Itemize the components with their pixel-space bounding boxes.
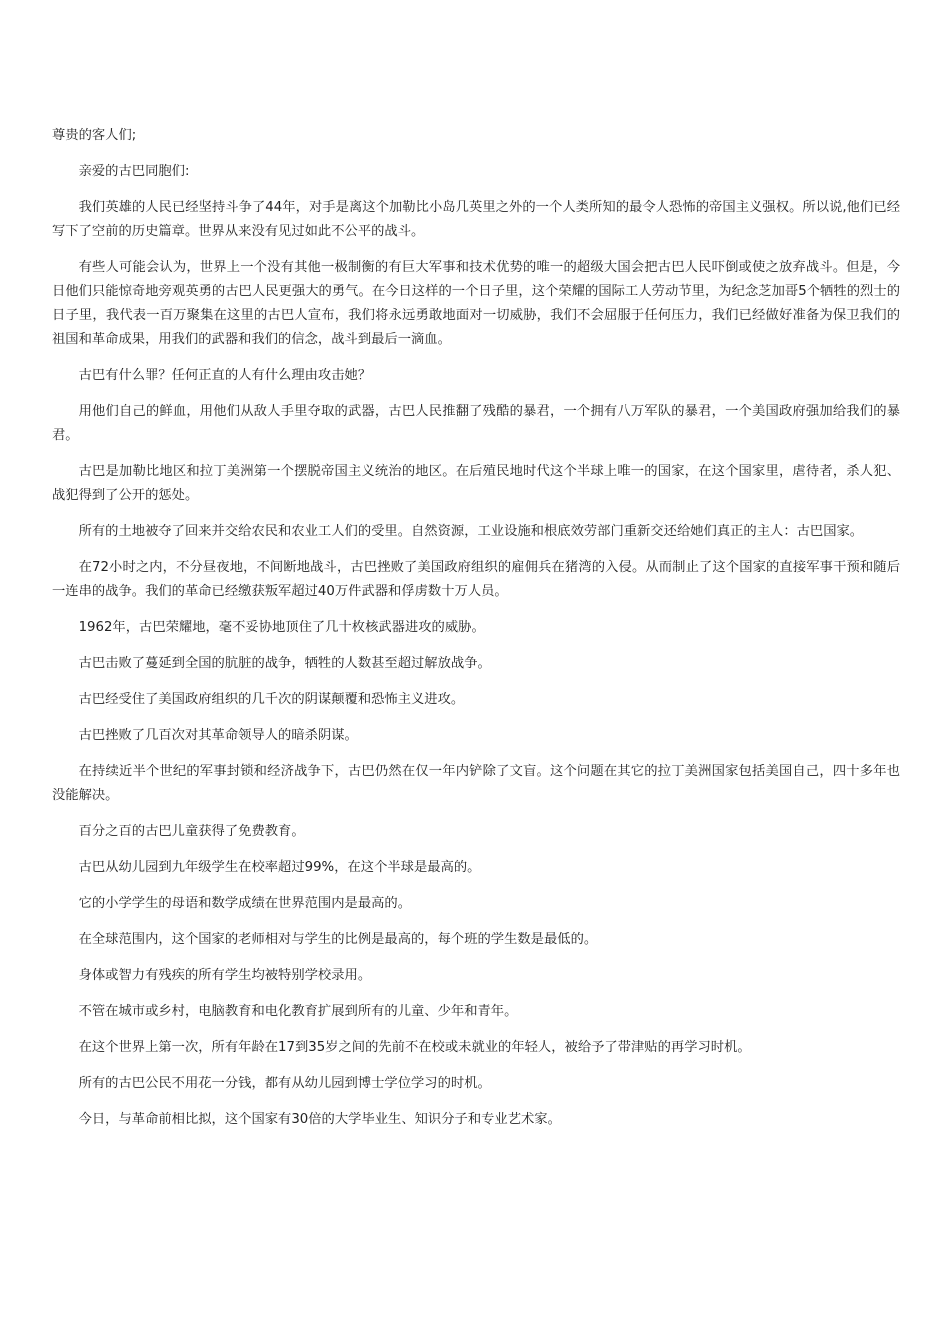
paragraph: 在持续近半个世纪的军事封锁和经济战争下，古巴仍然在仅一年内铲除了文盲。这个问题在其它的拉丁美洲国家包括美国自己，四十多年也没能解决。	[52, 764, 900, 803]
paragraph: 所有的古巴公民不用花一分钱，都有从幼儿园到博士学位学习的时机。	[78, 1076, 491, 1091]
paragraph: 在72小时之内，不分昼夜地，不间断地战斗，古巴挫败了美国政府组织的雇佣兵在猪湾的入侵。从而制止了这个国家的直接军事干预和随后一连串的战争。我们的革命已经缴获叛军超过40万件武器和俘虏数十万人员。	[52, 560, 900, 599]
paragraph: 在这个世界上第一次，所有年龄在17到35岁之间的先前不在校或未就业的年轻人，被给予了带津贴的再学习时机。	[78, 1040, 751, 1055]
paragraph: 我们英雄的人民已经坚持斗争了44年，对手是离这个加勒比小岛几英里之外的一个人类所知的最令人恐怖的帝国主义强权。所以说,他们已经写下了空前的历史篇章。世界从来没有见过如此不公平的战斗。	[52, 200, 900, 239]
document-body	[52, 124, 900, 1144]
paragraph: 有些人可能会认为，世界上一个没有其他一极制衡的有巨大军事和技术优势的唯一的超级大国会把古巴人民吓倒或使之放弃战斗。但是，今日他们只能惊奇地旁观英勇的古巴人民更强大的勇气。在今日这样的一个日子里，这个荣耀的国际工人劳动节里，为纪念芝加哥5个牺牲的烈士的日子里，我代表一百万聚集在这里的古巴人宣布，我们将永远勇敢地面对一切威胁，我们不会屈服于任何压力，我们已经做好准备为保卫我们的祖国和革命成果，用我们的武器和我们的信念，战斗到最后一滴血。	[52, 260, 900, 347]
paragraph: 所有的土地被夺了回来并交给农民和农业工人们的受里。自然资源，工业设施和根底效劳部门重新交还给她们真正的主人：古巴国家。	[78, 524, 864, 539]
salutation: 尊贵的客人们;	[52, 128, 137, 143]
paragraph: 古巴有什么罪？任何正直的人有什么理由攻击她？	[78, 368, 372, 383]
paragraph: 古巴挫败了几百次对其革命领导人的暗杀阴谋。	[78, 728, 358, 743]
paragraph: 古巴经受住了美国政府组织的几千次的阴谋颠覆和恐怖主义进攻。	[78, 692, 465, 707]
paragraph: 亲爱的古巴同胞们:	[78, 164, 190, 179]
paragraph: 用他们自己的鲜血，用他们从敌人手里夺取的武器，古巴人民推翻了残酷的暴君，一个拥有八万军队的暴君，一个美国政府强加给我们的暴君。	[52, 404, 900, 443]
paragraph: 不管在城市或乡村，电脑教育和电化教育扩展到所有的儿童、少年和青年。	[78, 1004, 518, 1019]
paragraph: 古巴击败了蔓延到全国的肮脏的战争，牺牲的人数甚至超过解放战争。	[78, 656, 491, 671]
paragraph: 它的小学学生的母语和数学成绩在世界范围内是最高的。	[78, 896, 412, 911]
paragraph: 百分之百的古巴儿童获得了免费教育。	[78, 824, 305, 839]
paragraph: 身体或智力有残疾的所有学生均被特别学校录用。	[78, 968, 372, 983]
paragraph: 在全球范围内，这个国家的老师相对与学生的比例是最高的，每个班的学生数是最低的。	[78, 932, 598, 947]
paragraph: 古巴从幼儿园到九年级学生在校率超过99%，在这个半球是最高的。	[78, 860, 481, 875]
paragraph: 1962年，古巴荣耀地，毫不妥协地顶住了几十枚核武器进攻的威胁。	[78, 620, 485, 635]
paragraph: 今日，与革命前相比拟，这个国家有30倍的大学毕业生、知识分子和专业艺术家。	[78, 1112, 561, 1127]
paragraph: 古巴是加勒比地区和拉丁美洲第一个摆脱帝国主义统治的地区。在后殖民地时代这个半球上唯一的国家，在这个国家里，虐待者，杀人犯、战犯得到了公开的惩处。	[52, 464, 900, 503]
